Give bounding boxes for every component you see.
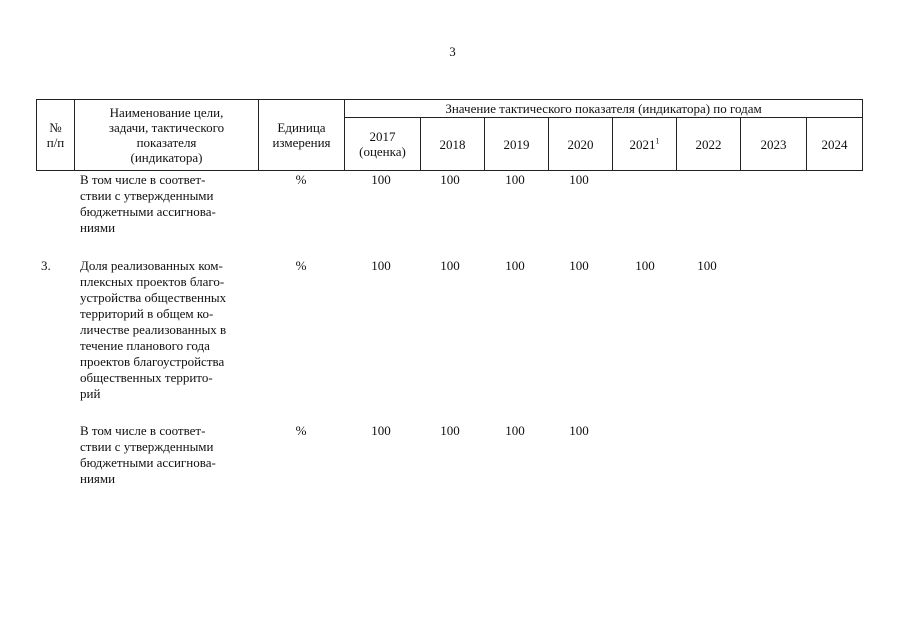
header-name-line: показателя	[136, 135, 197, 150]
row-value: 100	[505, 423, 525, 438]
indicator-name-line: рий	[80, 386, 101, 401]
indicator-name-line: ствии с утвержденными	[80, 188, 214, 203]
indicator-name-line: В том числе в соответ-	[80, 423, 206, 438]
row-value: 100	[505, 258, 525, 273]
indicator-name-line: плексных проектов благо-	[80, 274, 225, 289]
row-indicator-name	[80, 258, 252, 402]
header-values-group: Значение тактического показателя (индикатора) по годам	[345, 100, 863, 118]
header-name-line: (индикатора)	[130, 150, 203, 165]
indicator-name-line: Доля реализованных ком-	[80, 258, 223, 273]
indicator-name-line: общественных террито-	[80, 370, 213, 385]
indicator-name-line: проектов благоустройства	[80, 354, 225, 369]
header-year-label: 2020	[567, 136, 594, 152]
row-unit: %	[295, 258, 307, 273]
row-value: 100	[371, 423, 391, 438]
row-value: 100	[569, 423, 589, 438]
row-value: 100	[440, 258, 460, 273]
indicator-name-line: течение планового года	[80, 338, 210, 353]
indicator-name-line: ниями	[80, 220, 116, 235]
header-num-line: п/п	[46, 135, 65, 150]
indicator-name-line: устройства общественных	[80, 290, 227, 305]
header-year-label: 2021	[629, 136, 656, 152]
header-year-footnote: 1	[655, 136, 660, 146]
row-value: 100	[440, 172, 460, 187]
header-year-label: 2022	[695, 136, 722, 152]
row-value: 100	[569, 172, 589, 187]
header-year-label: 2019	[503, 136, 530, 152]
row-value: 100	[505, 172, 525, 187]
indicator-name-line: личестве реализованных в	[80, 322, 227, 337]
header-year-label: 2017	[369, 129, 396, 144]
row-value: 100	[697, 258, 717, 273]
row-indicator-name	[80, 172, 252, 236]
row-value: 100	[569, 258, 589, 273]
indicator-name-line: бюджетными ассигнова-	[80, 204, 216, 219]
row-unit: %	[295, 172, 307, 187]
indicator-name-line: бюджетными ассигнова-	[80, 455, 216, 470]
header-year-label: 2018	[439, 136, 466, 152]
header-unit-line: измерения	[272, 135, 331, 150]
indicator-name-line: В том числе в соответ-	[80, 172, 206, 187]
indicator-name-line: ствии с утвержденными	[80, 439, 214, 454]
row-number: 3.	[41, 258, 51, 273]
row-value: 100	[635, 258, 655, 273]
header-year-label: 2023	[760, 136, 787, 152]
row-indicator-name	[80, 423, 252, 487]
header-num-line: №	[49, 120, 62, 135]
row-value: 100	[371, 258, 391, 273]
header-year-label: 2024	[821, 136, 848, 152]
row-unit: %	[295, 423, 307, 438]
indicator-name-line: ниями	[80, 471, 116, 486]
page-number: 3	[449, 44, 456, 59]
row-value: 100	[371, 172, 391, 187]
header-name-line: Наименование цели,	[109, 105, 224, 120]
header-year-note: (оценка)	[359, 144, 406, 159]
header-unit-line: Единица	[277, 120, 326, 135]
header-name-line: задачи, тактического	[108, 120, 225, 135]
indicator-name-line: территорий в общем ко-	[80, 306, 214, 321]
row-value: 100	[440, 423, 460, 438]
